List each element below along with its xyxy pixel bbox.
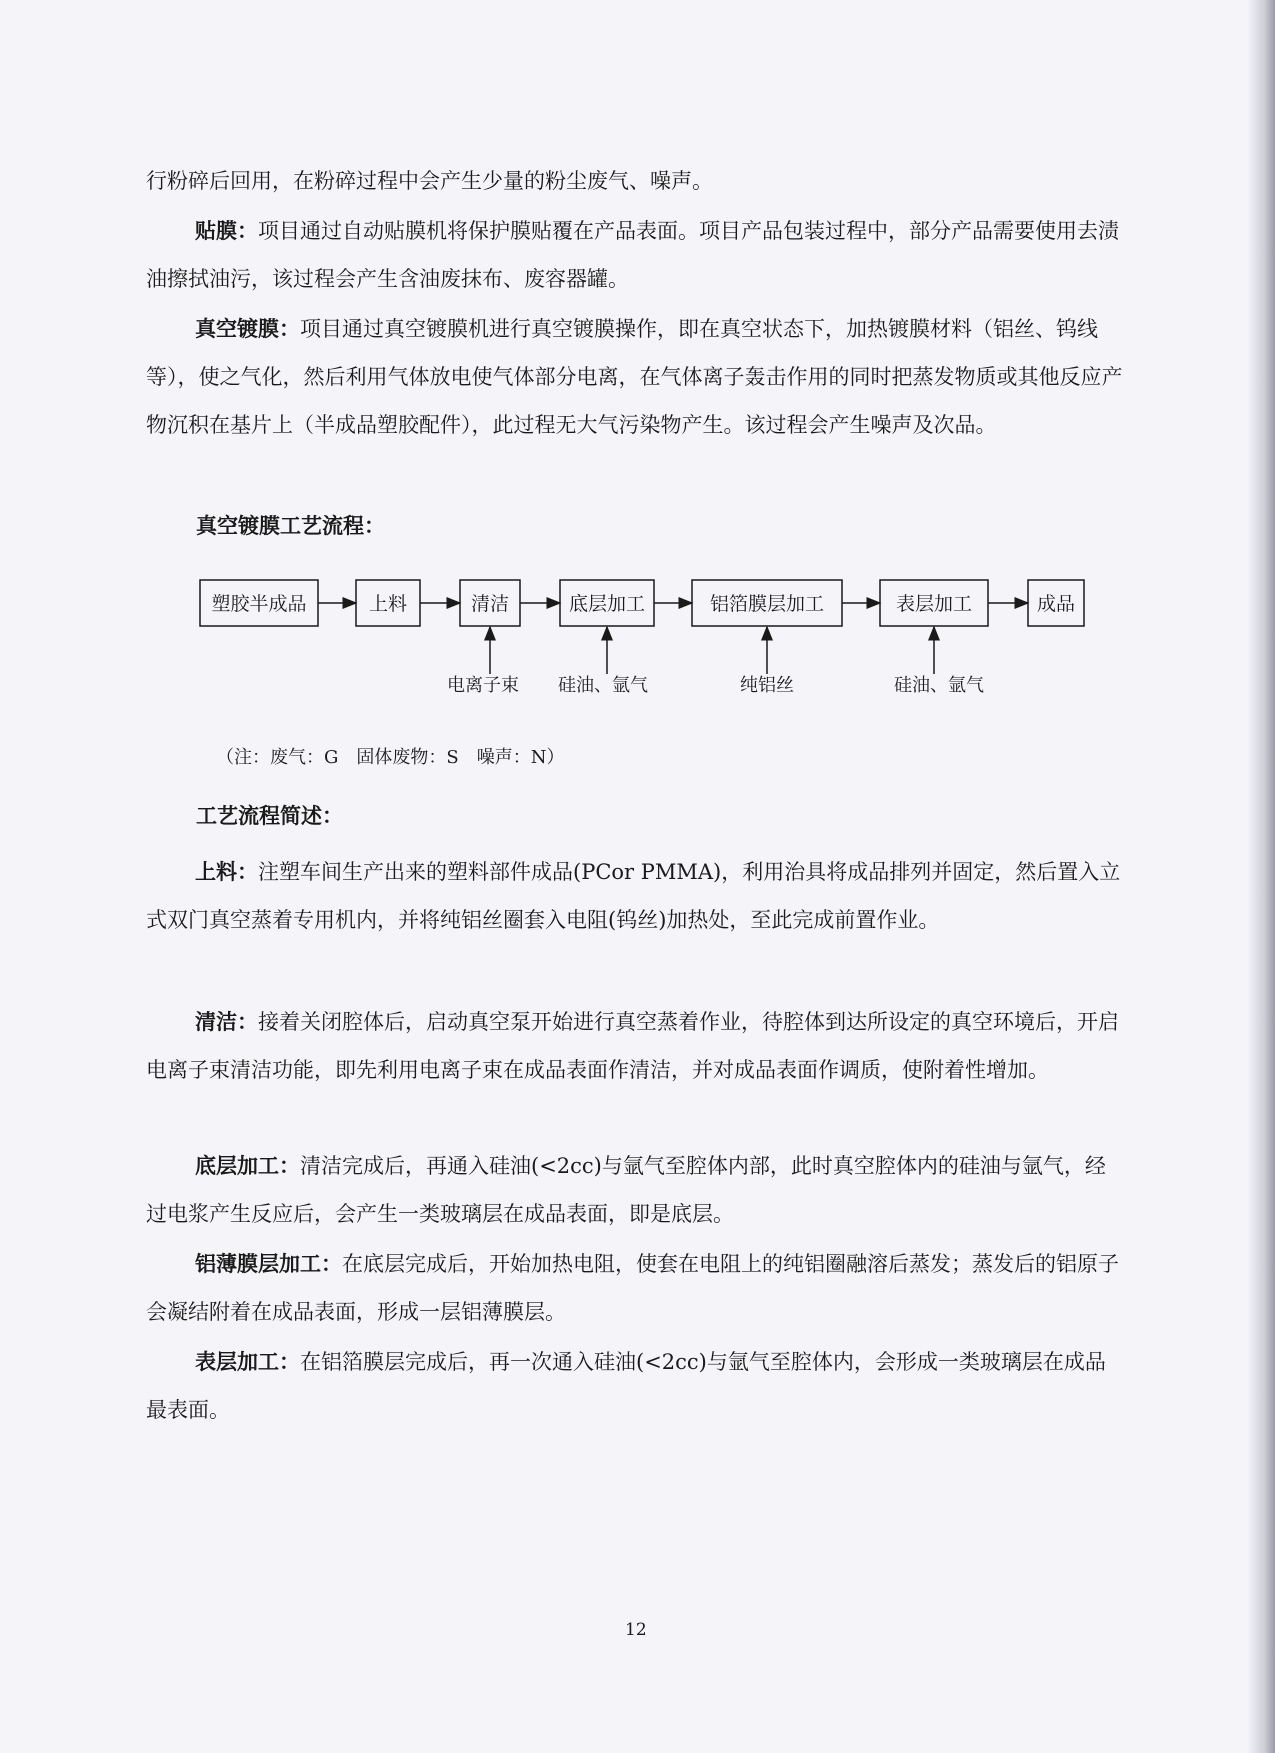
process-step-text: 注塑车间生产出来的塑料部件成品(PCor PMMA)，利用治具将成品排列并固定，然后置入立式双门真空蒸着专用机内，并将纯铝丝圈套入电阻(钨丝)加热处，至此完成前置作业。 bbox=[146, 860, 1121, 932]
input-label: 电离子束 bbox=[447, 675, 519, 696]
flow-step-label: 清洁 bbox=[470, 593, 510, 615]
input-label: 硅油、氩气 bbox=[894, 675, 984, 696]
process-step-paragraph bbox=[146, 1142, 1126, 1238]
flow-step-label: 上料 bbox=[368, 593, 408, 615]
process-title: 工艺流程简述： bbox=[196, 803, 343, 828]
process-step-label: 清洁： bbox=[195, 1009, 258, 1034]
process-step-paragraph bbox=[146, 998, 1126, 1094]
process-step-label: 上料： bbox=[195, 859, 258, 884]
flow-step-label: 塑胶半成品 bbox=[211, 593, 307, 615]
paragraph-continuation: 行粉碎后回用，在粉碎过程中会产生少量的粉尘废气、噪声。 bbox=[146, 169, 713, 193]
process-step-paragraph bbox=[146, 848, 1126, 944]
label-tiemo: 贴膜： bbox=[195, 218, 258, 243]
input-label: 纯铝丝 bbox=[740, 675, 794, 696]
process-step-label: 底层加工： bbox=[195, 1153, 300, 1178]
flow-step-label: 底层加工 bbox=[568, 593, 646, 615]
process-step-label: 表层加工： bbox=[195, 1349, 300, 1374]
process-step-label: 铝薄膜层加工： bbox=[195, 1251, 342, 1276]
process-step-text: 接着关闭腔体后，启动真空泵开始进行真空蒸着作业，待腔体到达所设定的真空环境后，开启电离子束清洁功能，即先利用电离子束在成品表面作清洁，并对成品表面作调质，使附着性增加。 bbox=[146, 1010, 1119, 1082]
flow-step-label: 成品 bbox=[1036, 593, 1076, 615]
legend-note: （注：废气：G 固体废物：S 噪声：N） bbox=[216, 747, 565, 768]
input-label: 硅油、氩气 bbox=[558, 675, 648, 696]
paragraph-tiemo: 贴膜：项目通过自动贴膜机将保护膜贴覆在产品表面。项目产品包装过程中，部分产品需要使用去渍油擦拭油污，该过程会产生含油废抹布、废容器罐。 bbox=[146, 218, 1119, 291]
label-vacuum-coating: 真空镀膜： bbox=[195, 316, 300, 341]
scan-edge-shadow bbox=[1247, 0, 1275, 1753]
flow-step-label: 铝箔膜层加工 bbox=[709, 593, 825, 615]
process-step-paragraph bbox=[146, 1338, 1126, 1434]
flow-title: 真空镀膜工艺流程： bbox=[196, 513, 385, 538]
process-step-text: 清洁完成后，再通入硅油(<2cc)与氩气至腔体内部，此时真空腔体内的硅油与氩气，经过电浆产生反应后，会产生一类玻璃层在成品表面，即是底层。 bbox=[146, 1154, 1106, 1226]
flow-step-label: 表层加工 bbox=[895, 593, 973, 615]
paragraph-vacuum-coating: 真空镀膜：项目通过真空镀膜机进行真空镀膜操作，即在真空状态下，加热镀膜材料（铝丝、钨线等），使之气化，然后利用气体放电使气体部分电离，在气体离子轰击作用的同时把蒸发物质或其他反应产物沉积在基片上（半成品塑胶配件），此过程无大气污染物产生。该过程会产生噪声及次品。 bbox=[146, 316, 1123, 437]
process-step-text: 在底层完成后，开始加热电阻，使套在电阻上的纯铝圈融溶后蒸发；蒸发后的铝原子会凝结附着在成品表面，形成一层铝薄膜层。 bbox=[146, 1252, 1119, 1324]
page-number: 12 bbox=[625, 1620, 647, 1640]
process-step-paragraph bbox=[146, 1240, 1126, 1336]
process-step-text: 在铝箔膜层完成后，再一次通入硅油(<2cc)与氩气至腔体内，会形成一类玻璃层在成品最表面。 bbox=[146, 1350, 1106, 1422]
process-flowchart bbox=[190, 570, 1110, 705]
